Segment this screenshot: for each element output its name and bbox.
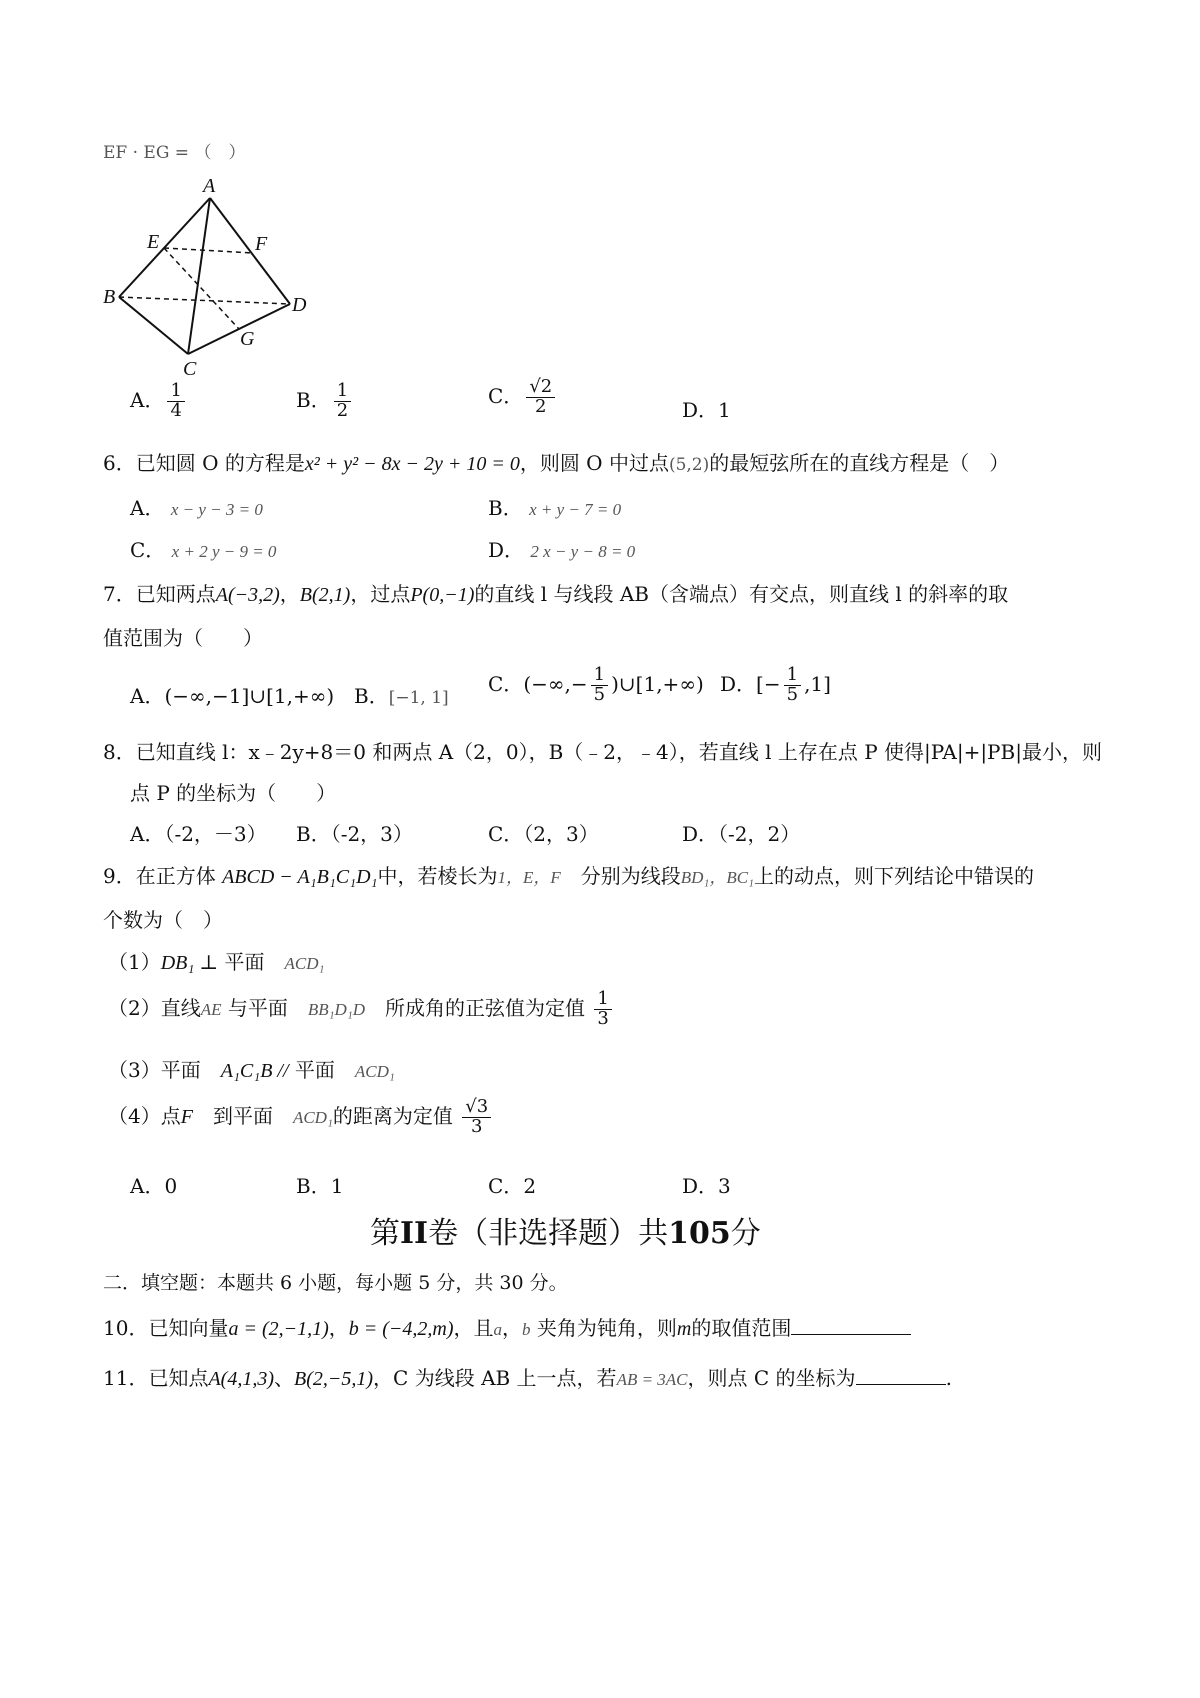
q9-option-d[interactable]: D．3 xyxy=(682,1174,731,1198)
q9-statement-1: （1）DB₁ ⊥ 平面 ACD₁ xyxy=(108,950,325,974)
q8-stem-line1: 8．已知直线 l：x﹣2y+8＝0 和两点 A（2，0），B（﹣2，﹣4），若直线 l 上存在点 P 使得|PA|+|PB|最小，则 xyxy=(103,740,1102,764)
q7-option-a[interactable]: A．(−∞,−1]∪[1,+∞) xyxy=(130,684,335,708)
answer-blank[interactable] xyxy=(856,1384,946,1385)
q8-option-d[interactable]: D．（-2，2） xyxy=(682,822,801,846)
q6-option-b[interactable]: B． x + y − 7 = 0 xyxy=(488,496,622,520)
q6-option-d[interactable]: D． 2 x − y − 8 = 0 xyxy=(488,538,636,562)
label-C: C xyxy=(183,358,197,380)
q7-option-d[interactable]: D．[− $\frac{1}{5}$ ,1] xyxy=(720,664,831,705)
label-D: D xyxy=(292,294,307,316)
q5-option-d[interactable]: D．1 xyxy=(682,398,731,422)
q8-option-c[interactable]: C．（2，3） xyxy=(488,822,599,846)
q9-stem-line1: 9．在正方体 ABCD − A₁B₁C₁D₁中，若棱长为1，E，F 分别为线段BD₁，BC₁上的动点，则下列结论中错误的 xyxy=(103,864,1034,888)
q5-option-c[interactable]: C． $\frac{√2}{2}$ xyxy=(488,378,558,417)
q9-statement-2: （2）直线AE 与平面 BB₁D₁D 所成角的正弦值为定值 $\frac{1}{3}$ xyxy=(108,990,615,1029)
q8-option-a[interactable]: A．（-2，－3） xyxy=(130,822,267,846)
label-A: A xyxy=(203,175,216,197)
q11-stem: 11．已知点A(4,1,3)、B(2,−5,1)，C 为线段 AB 上一点，若AB = 3AC，则点 C 的坐标为 . xyxy=(103,1366,952,1390)
section-title: 第II卷（非选择题）共105分 xyxy=(370,1216,761,1251)
q10-stem: 10．已知向量a = (2,−1,1)，b = (−4,2,m)，且a，b 夹角为钝角，则m的取值范围 xyxy=(103,1312,911,1341)
label-B: B xyxy=(103,286,116,308)
part2-header: 二．填空题：本题共 6 小题，每小题 5 分，共 30 分。 xyxy=(103,1272,568,1294)
label-F: F xyxy=(255,233,268,255)
q6-option-a[interactable]: A． x − y − 3 = 0 xyxy=(130,496,263,520)
label-E: E xyxy=(147,231,160,253)
q6-option-c[interactable]: C． x + 2 y − 9 = 0 xyxy=(130,538,277,562)
q7-option-c[interactable]: C．(−∞,− $\frac{1}{5}$ )∪[1,+∞) xyxy=(488,664,704,705)
q9-option-b[interactable]: B．1 xyxy=(296,1174,344,1198)
q6-stem: 6．已知圆 O 的方程是x² + y² − 8x − 2y + 10 = 0，则圆 O 中过点(5,2)的最短弦所在的直线方程是（ ） xyxy=(103,451,1010,475)
q7-stem-line2: 值范围为（ ） xyxy=(103,626,263,650)
circle-equation: x² + y² − 8x − 2y + 10 = 0 xyxy=(304,453,520,475)
q9-option-a[interactable]: A．0 xyxy=(130,1174,178,1198)
q9-option-c[interactable]: C．2 xyxy=(488,1174,537,1198)
tetrahedron-figure xyxy=(95,170,325,385)
q7-stem-line1: 7．已知两点A(−3,2)，B(2,1)，过点P(0,−1)的直线 l 与线段 AB（含端点）有交点，则直线 l 的斜率的取 xyxy=(103,582,1009,606)
label-G: G xyxy=(240,328,255,350)
q8-stem-line2: 点 P 的坐标为（ ） xyxy=(130,781,337,805)
q7-option-b[interactable]: B．[−1, 1] xyxy=(354,684,449,708)
q5-option-b[interactable]: B． $\frac{1}{2}$ xyxy=(296,382,354,421)
q5-option-a[interactable]: A． $\frac{1}{4}$ xyxy=(130,382,188,421)
q9-statement-4: （4）点F 到平面 ACD₁的距离为定值 $\frac{√3}{3}$ xyxy=(108,1098,494,1137)
answer-blank[interactable] xyxy=(791,1334,911,1335)
q5-stem: EF · EG = （ ） xyxy=(103,143,246,163)
q8-option-b[interactable]: B．（-2，3） xyxy=(296,822,413,846)
q9-statement-3: （3）平面 A₁C₁B // 平面 ACD₁ xyxy=(108,1058,395,1082)
q9-stem-line2: 个数为（ ） xyxy=(103,908,223,932)
